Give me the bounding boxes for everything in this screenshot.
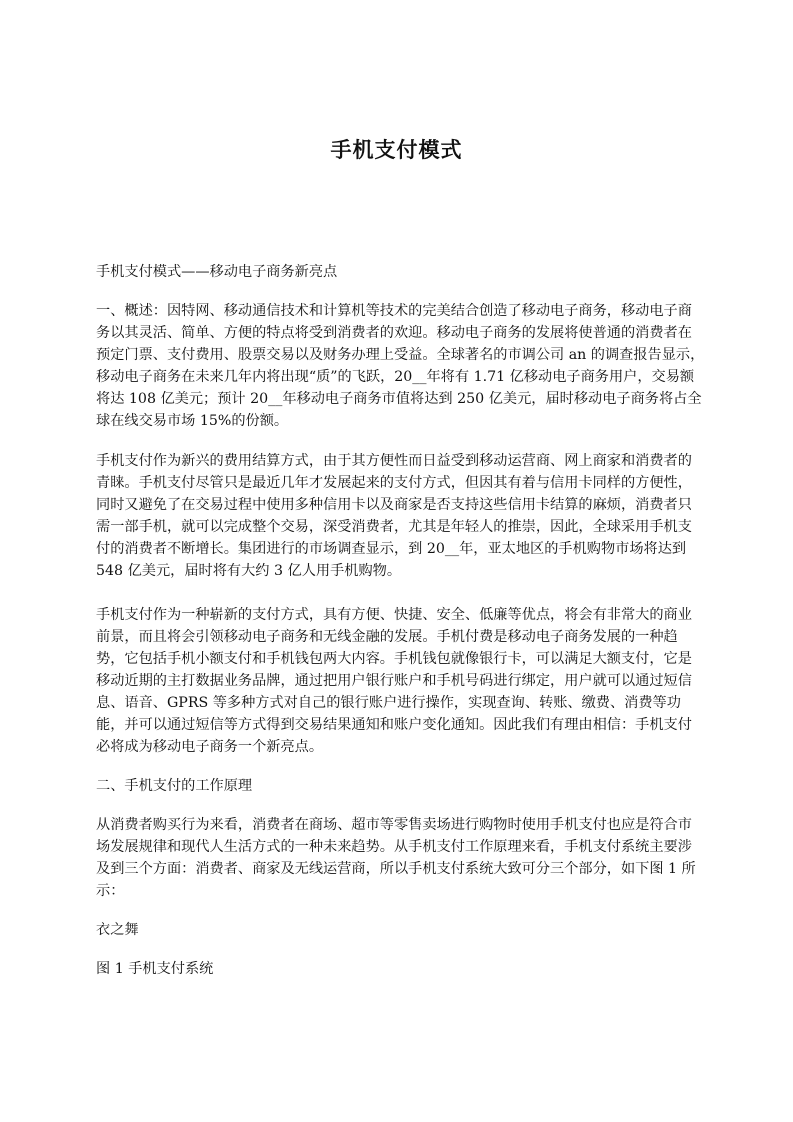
document-body [96, 261, 706, 980]
spacer [96, 902, 706, 919]
paragraph-mobile-payment-benefits: 手机支付作为一种崭新的支付方式，具有方便、快捷、安全、低廉等优点，将会有非常大的商业前景，而且将会引领移动电子商务和无线金融的发展。手机付费是移动电子商务发展的一种趋势，它包括手机小额支付和手机钱包两大内容。手机钱包就像银行卡，可以满足大额支付，它是移动近期的主打数据业务品牌，通过把用户银行账户和手机号码进行绑定，用户就可以通过短信息、语音、GPRS 等多种方式对自己的银行账户进行操作，实现查询、转账、缴费、消费等功能，并可以通过短信等方式得到交易结果通知和账户变化通知。因此我们有理由相信：手机支付必将成为移动电子商务一个新亮点。 [96, 607, 692, 755]
section2-heading: 二、手机支付的工作原理 [96, 778, 253, 794]
spacer [96, 582, 706, 604]
document-title: 手机支付模式 [330, 138, 463, 162]
image-placeholder-text: 衣之舞 [96, 922, 139, 938]
spacer [96, 283, 706, 300]
figure-caption: 图 1 手机支付系统 [96, 961, 214, 977]
section2-paragraph: 从消费者购买行为来看，消费者在商场、超市等零售卖场进行购物时使用手机支付也应是符合市场发展规律和现代人生活方式的一种未来趋势。从手机支付工作原理来看，手机支付系统主要涉及到三个方面：消费者、商家及无线运营商，所以手机支付系统大致可分三个部分，如下图 1 所示： [96, 817, 696, 899]
spacer [96, 758, 706, 775]
spacer [96, 941, 706, 958]
document-subtitle: 手机支付模式——移动电子商务新亮点 [96, 264, 338, 280]
spacer [96, 797, 706, 814]
spacer [96, 432, 706, 450]
paragraph-mobile-payment-intro: 手机支付作为新兴的费用结算方式，由于其方便性而日益受到移动运营商、网上商家和消费者的青睐。手机支付尽管只是最近几年才发展起来的支付方式，但因其有着与信用卡同样的方便性，同时又避免了在交易过程中使用多种信用卡以及商家是否支持这些信用卡结算的麻烦，消费者只需一部手机，就可以完成整个交易，深受消费者，尤其是年轻人的推崇，因此，全球采用手机支付的消费者不断增长。集团进行的市场调查显示，到 20__年，亚太地区的手机购物市场将达到 548 亿美元，届时将有大约 3 亿人用手机购物。 [96, 453, 692, 579]
paragraph-overview: 一、概述：因特网、移动通信技术和计算机等技术的完美结合创造了移动电子商务，移动电子商务以其灵活、简单、方便的特点将受到消费者的欢迎。移动电子商务的发展将使普通的消费者在预定门票、支付费用、股票交易以及财务办理上受益。全球著名的市调公司 an 的调查报告显示，移动电子商务在未来几年内将出现“质”的飞跃，20__年将有 1.71 亿移动电子商务用户，交易额将达 108 亿美元；预计 20__年移动电子商务市值将达到 250 亿美元，届时移动电子商务将占全球在线交易市场 15%的份额。 [96, 303, 705, 429]
